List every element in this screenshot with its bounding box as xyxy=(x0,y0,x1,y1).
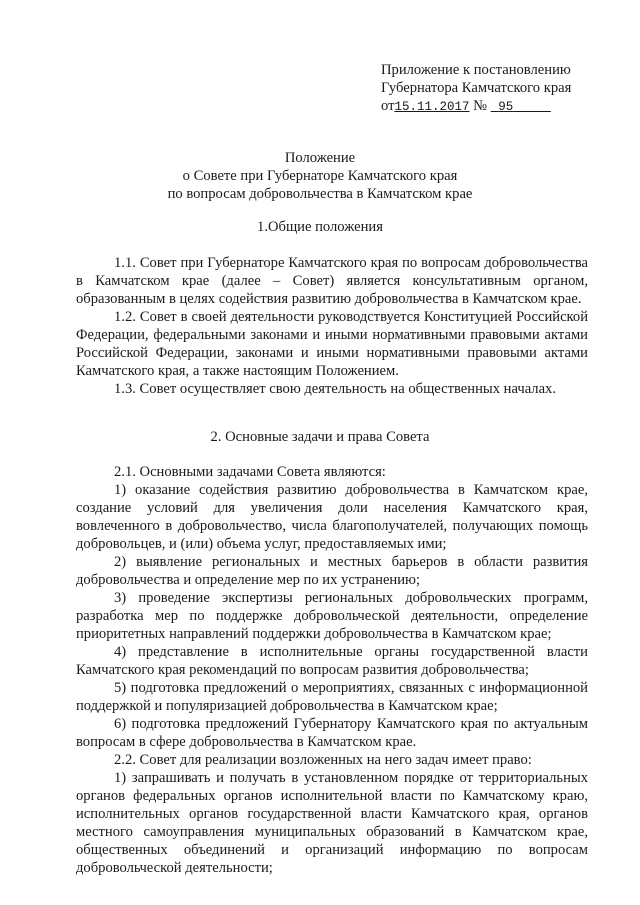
appendix-date: 15.11.2017 xyxy=(394,100,470,114)
appendix-from: от xyxy=(381,98,395,114)
paragraph-2-1-item-5: 5) подготовка предложений о мероприятиях, связанных с информационной поддержкой и популяризацией добровольчества в Камчатском крае; xyxy=(76,680,588,714)
paragraph-2-1-item-1: 1) оказание содействия развитию добровольчества в Камчатском крае, создание условий для увеличения доли населения Камчатского края, вовлеченного в добровольчество, числа благополучателей, получающих помощь добровольцев, и (или) объема услуг, предоставляемых ими; xyxy=(76,482,588,552)
paragraph-1-1: 1.1. Совет при Губернаторе Камчатского края по вопросам добровольчества в Камчатском крае (далее – Совет) является консультативным органом, образованным в целях содействия развитию добровольчества в Камчатском крае. xyxy=(76,255,588,307)
paragraph-2-1-item-2: 2) выявление региональных и местных барьеров в области развития добровольчества и определение мер по их устранению; xyxy=(76,554,588,588)
appendix-block xyxy=(381,61,621,116)
appendix-line-1: Приложение к постановлению xyxy=(381,62,571,78)
paragraph-2-1-item-6: 6) подготовка предложений Губернатору Камчатского края по актуальным вопросам в сфере добровольчества в Камчатском крае. xyxy=(76,716,588,750)
document-title xyxy=(0,149,640,203)
title-line-1: Положение xyxy=(284,150,356,166)
title-line-3: по вопросам добровольчества в Камчатском крае xyxy=(167,186,473,202)
paragraph-2-1-item-3: 3) проведение экспертизы региональных добровольческих программ, разработка мер по поддержке добровольческой деятельности, определение приоритетных направлений поддержки добровольчества в Камчатском крае; xyxy=(76,590,588,642)
paragraph-2-1-item-4: 4) представление в исполнительные органы государственной власти Камчатского края рекомендаций по вопросам развития добровольчества; xyxy=(76,644,588,678)
section-1-body xyxy=(76,254,588,398)
number-sign: № xyxy=(473,98,488,114)
appendix-line-2: Губернатора Камчатского края xyxy=(381,80,572,96)
section-2-heading: 2. Основные задачи и права Совета xyxy=(210,429,430,445)
section-2-body xyxy=(76,463,588,877)
section-1-heading: 1.Общие положения xyxy=(257,219,383,235)
paragraph-2-1: 2.1. Основными задачами Совета являются: xyxy=(114,464,386,480)
appendix-date-line xyxy=(381,97,621,116)
paragraph-1-3: 1.3. Совет осуществляет свою деятельность на общественных началах. xyxy=(114,381,557,397)
paragraph-2-2-item-1: 1) запрашивать и получать в установленном порядке от территориальных органов федеральных органов исполнительной власти по Камчатскому краю, исполнительных органов государственной власти Камчатского края, органов местного самоуправления муниципальных образований в Камчатском крае, общественных объединений и организаций информацию по вопросам добровольческой деятельности; xyxy=(76,770,588,876)
paragraph-2-2: 2.2. Совет для реализации возложенных на него задач имеет право: xyxy=(114,752,532,768)
paragraph-1-2: 1.2. Совет в своей деятельности руководствуется Конституцией Российской Федерации, федеральными законами и иными нормативными правовыми актами Российской Федерации, законами и иными нормативными правовыми актами Камчатского края, а также настоящим Положением. xyxy=(76,309,588,379)
appendix-number: 95 xyxy=(498,100,514,114)
title-line-2: о Совете при Губернаторе Камчатского края xyxy=(182,168,458,184)
